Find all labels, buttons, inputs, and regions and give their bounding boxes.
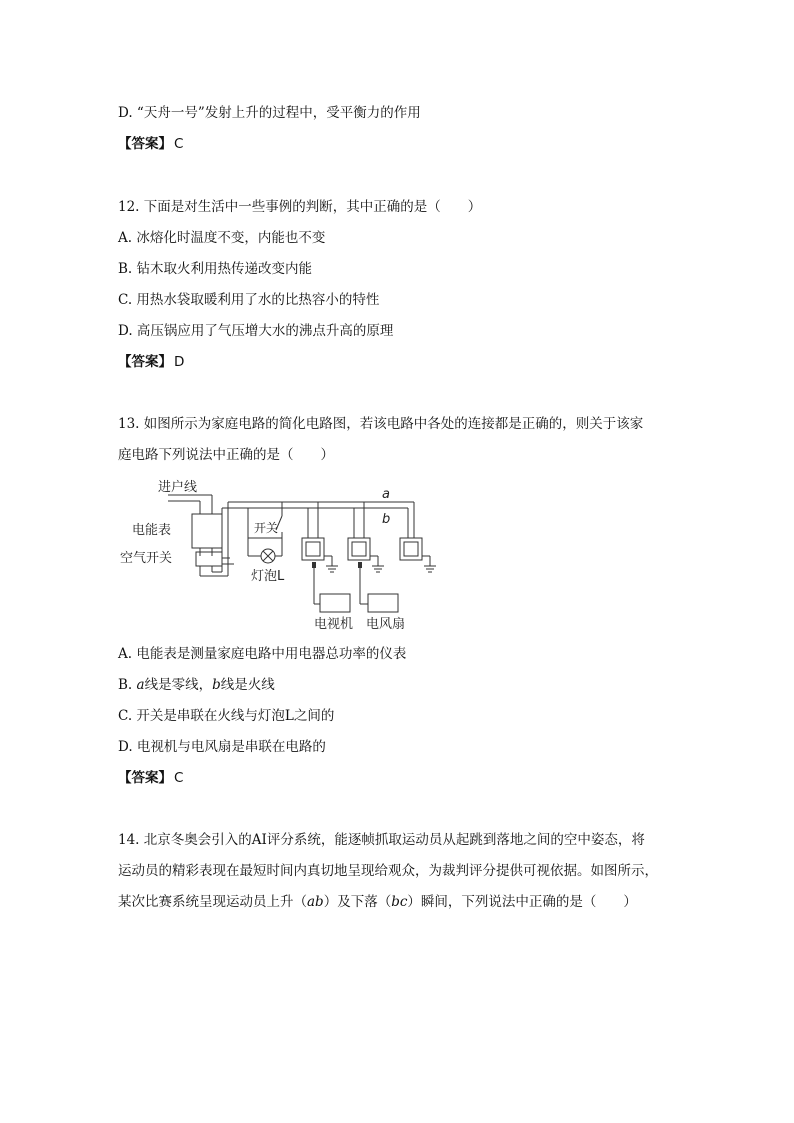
q14-line3-mid: ）及下落（ xyxy=(323,894,392,910)
label-bulb: 灯泡L xyxy=(251,569,285,584)
q13-stem-line1: 13. 如图所示为家庭电路的简化电路图，若该电路中各处的连接都是正确的，则关于该家 xyxy=(118,416,644,432)
option-b-wire-b: b xyxy=(212,677,221,693)
circuit-diagram xyxy=(118,476,448,636)
option-b-wire-a: a xyxy=(136,677,145,693)
answer-value: C xyxy=(174,136,184,152)
q14-line2: 运动员的精彩表现在最短时间内真切地呈现给观众，为裁判评分提供可视依据。如图所示， xyxy=(118,863,658,879)
label-service-line: 进户线 xyxy=(158,480,198,495)
label-breaker: 空气开关 xyxy=(120,551,173,566)
answer-label: 【答案】 xyxy=(118,354,172,370)
q12-option-d: D. 高压锅应用了气压增大水的沸点升高的原理 xyxy=(118,323,394,339)
q12-answer xyxy=(118,353,184,371)
label-wire-a: a xyxy=(382,487,390,502)
q12-option-a: A. 冰熔化时温度不变，内能也不变 xyxy=(118,230,326,246)
answer-value: D xyxy=(174,354,185,370)
q13-option-d: D. 电视机与电风扇是串联在电路的 xyxy=(118,739,326,755)
option-b-prefix: B. xyxy=(118,677,137,693)
q14-ab: ab xyxy=(307,894,324,910)
q12-stem: 12. 下面是对生活中一些事例的判断，其中正确的是（ ） xyxy=(118,199,482,215)
answer-label: 【答案】 xyxy=(118,770,172,786)
q14-line1: 14. 北京冬奥会引入的AI评分系统，能逐帧抓取运动员从起跳到落地之间的空中姿态，将 xyxy=(118,832,645,848)
q12-option-c: C. 用热水袋取暖利用了水的比热容小的特性 xyxy=(118,292,380,308)
q11-option-d: D. “天舟一号”发射上升的过程中，受平衡力的作用 xyxy=(118,105,421,121)
q14-line3 xyxy=(118,893,637,911)
q14-line3-prefix: 某次比赛系统呈现运动员上升（ xyxy=(118,894,307,910)
label-fan: 电风扇 xyxy=(366,617,406,632)
option-b-suffix: 线是火线 xyxy=(220,677,275,693)
q14-bc: bc xyxy=(391,894,408,910)
q11-answer xyxy=(118,135,183,153)
option-b-mid: 线是零线， xyxy=(144,677,213,693)
q13-option-a: A. 电能表是测量家庭电路中用电器总功率的仪表 xyxy=(118,646,407,662)
q13-stem-line2: 庭电路下列说法中正确的是（ ） xyxy=(118,447,334,463)
q13-option-b xyxy=(118,676,275,694)
q13-option-c: C. 开关是串联在火线与灯泡L之间的 xyxy=(118,708,335,724)
label-switch: 开关 xyxy=(254,521,279,535)
label-wire-b: b xyxy=(382,512,391,527)
q14-line3-suffix: ）瞬间，下列说法中正确的是（ ） xyxy=(407,894,637,910)
label-meter: 电能表 xyxy=(132,523,172,538)
answer-value: C xyxy=(174,770,184,786)
q12-option-b: B. 钻木取火利用热传递改变内能 xyxy=(118,261,313,277)
answer-label: 【答案】 xyxy=(118,136,172,152)
label-tv: 电视机 xyxy=(314,617,354,632)
q13-answer xyxy=(118,769,183,787)
